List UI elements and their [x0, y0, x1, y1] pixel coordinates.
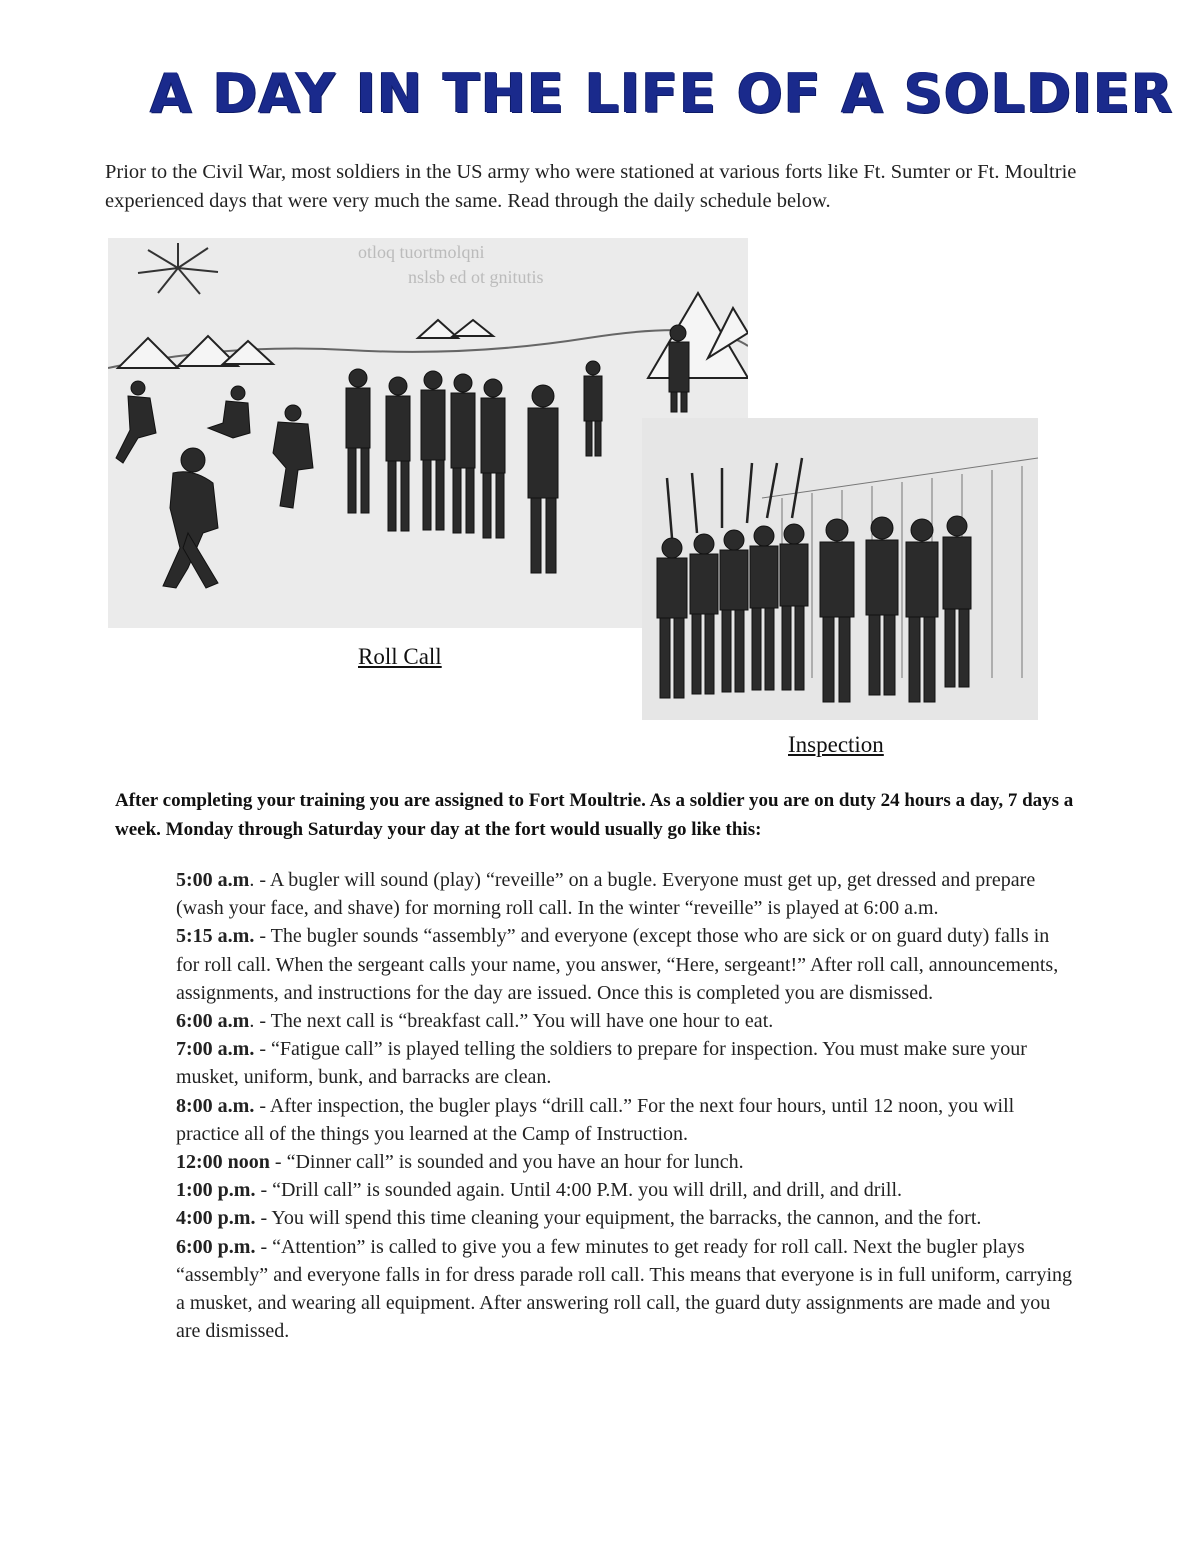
schedule-text: . - The next call is “breakfast call.” You will have one hour to eat.: [249, 1010, 774, 1033]
schedule-time: 5:15 a.m.: [176, 925, 255, 948]
schedule-item: [176, 1176, 1076, 1204]
schedule-time: 1:00 p.m.: [176, 1179, 256, 1202]
schedule-text: - “Fatigue call” is played telling the soldiers to prepare for inspection. You must make sure your musket, uniform, bunk, and barracks are clean.: [176, 1038, 1027, 1089]
schedule-time: 5:00 a.m: [176, 869, 250, 891]
schedule-item: [176, 922, 1076, 1007]
inspection-caption: Inspection: [788, 732, 884, 757]
schedule-text: - After inspection, the bugler plays “drill call.” For the next four hours, until 12 noon, you will practice all of the things you learned at the Camp of Instruction.: [176, 1094, 1015, 1145]
schedule-time: 7:00 a.m.: [176, 1038, 255, 1061]
schedule-time: 12:00 noon: [176, 1151, 270, 1174]
schedule-text: - “Dinner call” is sounded and you have an hour for lunch.: [269, 1151, 744, 1174]
schedule-item: [176, 1233, 1076, 1346]
roll-call-caption: Roll Call: [358, 644, 442, 669]
schedule-text: - “Attention” is called to give you a few minutes to get ready for roll call. Next the bugler plays “assembly” and everyone falls in for dress parade roll call. This means that everyone is in full uniform, carrying a musket, and wearing all equipment. After answering roll call, the guard duty assignments are made and you are dismissed.: [176, 1235, 1073, 1343]
page-title: A DAY IN THE LIFE OF A SOLDIER: [150, 62, 1174, 125]
schedule-item: [176, 1204, 1076, 1232]
schedule-item: [176, 866, 1076, 922]
svg-text:otloq tuortmolqni: otloq tuortmolqni: [358, 242, 485, 262]
schedule-text: - “Drill call” is sounded again. Until 4:00 P.M. you will drill, and drill, and drill.: [255, 1179, 903, 1202]
schedule-item: [176, 1092, 1076, 1148]
schedule-time: 6:00 a.m: [176, 1010, 250, 1033]
daily-schedule: [176, 866, 1076, 1345]
schedule-text: . - A bugler will sound (play) “reveille” on a bugle. Everyone must get up, get dressed and prepare (wash your face, and shave) for morning roll call. In the winter “reveille” is played at 6:00 a.m.: [176, 869, 1036, 920]
assignment-paragraph: After completing your training you are assigned to Fort Moultrie. As a soldier you are on duty 24 hours a day, 7 days a week. Monday through Saturday your day at the fort would usually go like this:: [115, 790, 1074, 840]
intro-paragraph: Prior to the Civil War, most soldiers in the US army who were stationed at various forts like Ft. Sumter or Ft. Moultrie experienced days that were very much the same. Read through the daily schedule below.: [105, 161, 1077, 212]
schedule-text: - You will spend this time cleaning your equipment, the barracks, the cannon, and the fort.: [255, 1207, 982, 1230]
schedule-time: 8:00 a.m.: [176, 1094, 255, 1117]
schedule-item: [176, 1035, 1076, 1091]
svg-text:nslsb ed ot gnitutis: nslsb ed ot gnitutis: [408, 267, 544, 287]
schedule-time: 6:00 p.m.: [176, 1235, 256, 1258]
schedule-time: 4:00 p.m.: [176, 1207, 256, 1230]
schedule-text: - The bugler sounds “assembly” and everyone (except those who are sick or on guard duty) falls in for roll call. When the sergeant calls your name, you answer, “Here, sergeant!” After roll call, announcements, assignments, and instructions for the day are issued. Once this is completed you are dismissed.: [176, 925, 1059, 1004]
schedule-item: [176, 1007, 1076, 1035]
inspection-illustration: [642, 418, 1038, 720]
schedule-item: [176, 1148, 1076, 1176]
